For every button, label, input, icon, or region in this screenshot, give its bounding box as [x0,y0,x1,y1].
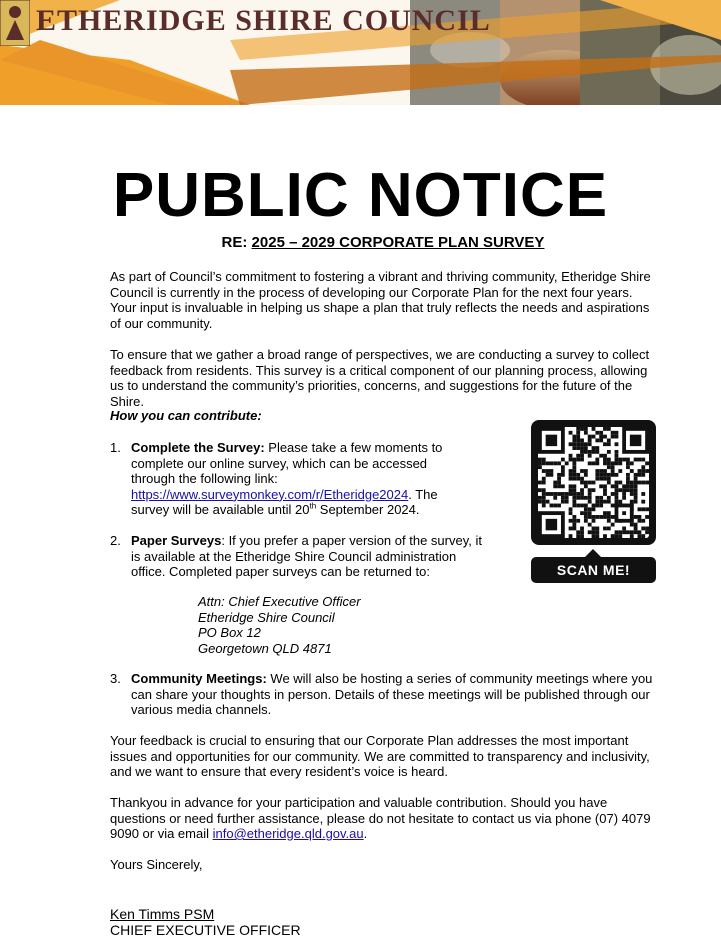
item-text: : If you prefer a paper version of the survey, it is available at the Etheridge Shire Council administration office. Completed paper surveys can be returned to: [131,533,482,579]
header-banner [0,0,721,105]
list-item-body [131,671,655,718]
signatory-title: CHIEF EXECUTIVE OFFICER [110,922,301,938]
council-name: ETHERIDGE SHIRE COUNCIL [36,4,491,37]
feedback-paragraph: Your feedback is crucial to ensuring that our Corporate Plan addresses the most important issues and opportunities for our community. We are committed to transparency and inclusivity, and we want to ensure that every resident’s voice is heard. [110,733,650,779]
list-number: 1. [110,440,121,455]
return-address [198,594,361,656]
re-subject-line [0,234,721,251]
item-heading: Community Meetings: [131,671,267,686]
survey-paragraph: To ensure that we gather a broad range of perspectives, we are conducting a survey to collect feedback from residents. This survey is a critical component of our planning process, allowing us to understand the community’s priorities, concerns, and suggestions for the future of the Shire. [110,347,650,409]
contact-text-end: . [363,826,368,841]
qr-frame [531,420,656,545]
re-prefix: RE: [221,234,252,251]
survey-link[interactable]: https://www.surveymonkey.com/r/Etheridge2024 [131,486,409,502]
address-line: Georgetown QLD 4871 [198,640,332,656]
email-link[interactable]: info@etheridge.qld.gov.au [212,826,364,841]
list-number: 3. [110,671,121,686]
council-logo [0,0,30,46]
address-line: Etheridge Shire Council [198,609,335,625]
item-heading: Paper Surveys [131,533,222,548]
item-text: We will also be hosting a series of community meetings where you can share your thoughts in person. Details of these meetings will be published through our various media channels. [131,671,653,717]
scan-me-label: SCAN ME! [531,557,656,583]
public-notice-title: PUBLIC NOTICE [112,161,609,230]
scan-pointer-icon [585,549,601,557]
qr-code [538,427,649,538]
item-text: Please take a few moments to complete our online survey, which can be accessed through the following link: [131,440,443,486]
signatory-name: Ken Timms PSM [110,906,215,922]
item-heading: Complete the Survey: [131,440,265,455]
how-contribute-heading: How you can contribute: [110,408,262,423]
closing-salutation: Yours Sincerely, [110,857,203,872]
contact-text: Thankyou in advance for your participation and valuable contribution. Should you have questions or need further assistance, please do not hesitate to contact us via phone (07) 4079 9090 or via email [110,795,651,841]
item-text-end: September 2024. [316,502,420,517]
contact-paragraph [110,795,655,842]
list-item-body [131,533,491,580]
list-item-body [131,440,461,518]
address-line: PO Box 12 [198,625,261,640]
re-subject: 2025 – 2029 CORPORATE PLAN SURVEY [251,234,545,251]
item-text-after-link: . The survey will be available until 20 [131,486,438,517]
qr-code-icon [538,427,649,538]
list-number: 2. [110,533,121,548]
address-line: Attn: Chief Executive Officer [198,594,361,609]
date-ordinal: th [309,501,317,511]
qr-code-block[interactable] [531,420,656,583]
intro-paragraph: As part of Council’s commitment to fostering a vibrant and thriving community, Etheridge Shire Council is currently in the process of developing our Corporate Plan for the next four years. Your input is invaluable in helping us shape a plan that truly reflects the needs and aspirations of our community. [110,269,651,331]
